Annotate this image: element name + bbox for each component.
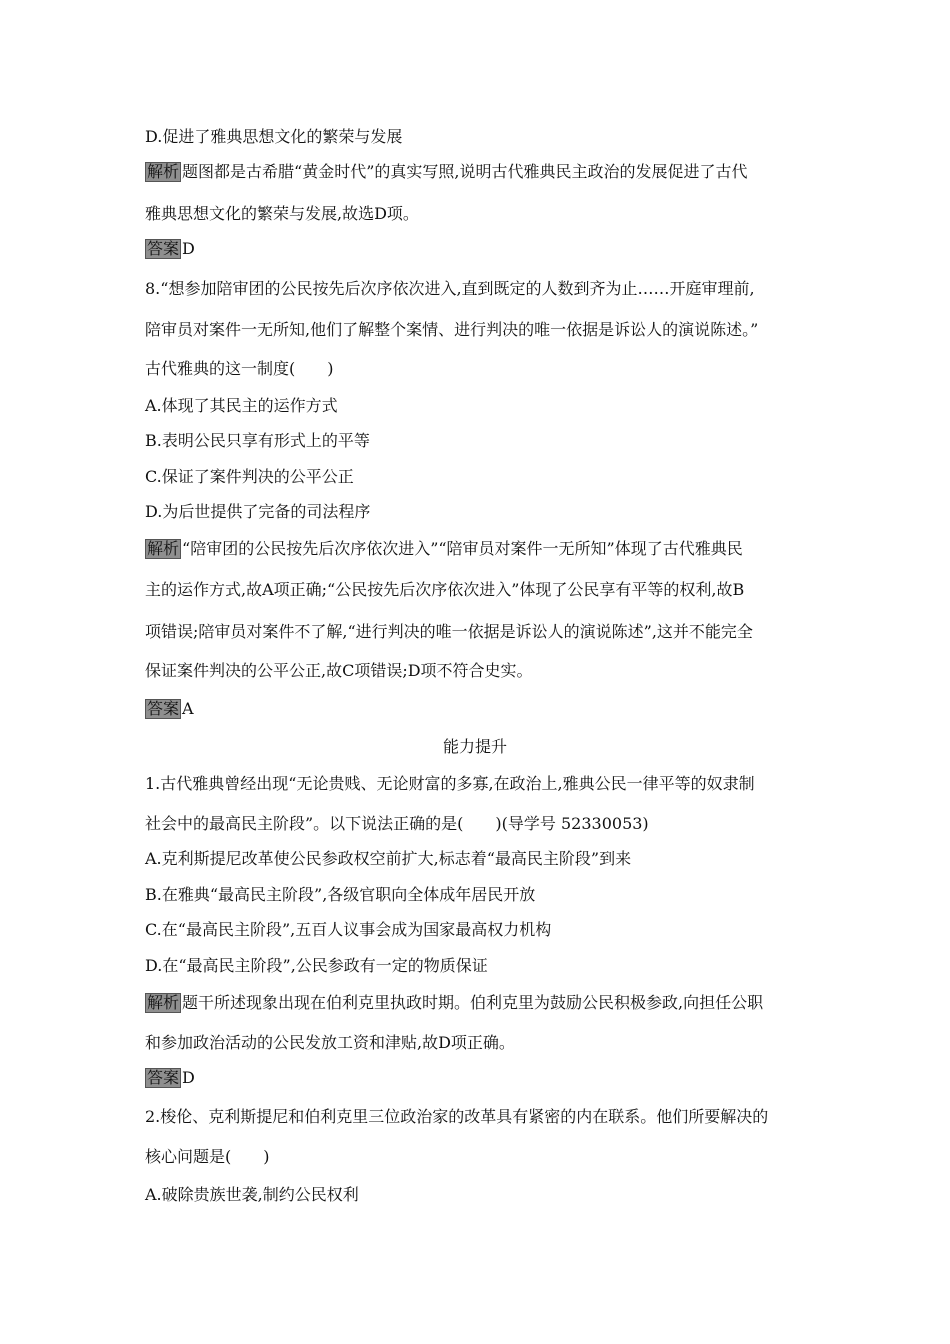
answer-line: 答案 D: [147, 239, 195, 258]
analysis-line: 解析 题干所述现象出现在伯利克里执政时期。伯利克里为鼓励公民积极参政,向担任公职: [147, 993, 764, 1012]
question-line: 8.“想参加陪审团的公民按先后次序依次进入,直到既定的人数到齐为止……开庭审理前,: [145, 279, 755, 298]
option-line: D.促进了雅典思想文化的繁荣与发展: [145, 127, 403, 146]
question-line: 陪审员对案件一无所知,他们了解整个案情、进行判决的唯一依据是诉讼人的演说陈述。”: [145, 320, 759, 339]
option-line: D.为后世提供了完备的司法程序: [145, 502, 371, 521]
option-line: C.保证了案件判决的公平公正: [145, 467, 354, 486]
option-line: B.表明公民只享有形式上的平等: [145, 431, 370, 450]
answer-line: 答案 A: [147, 699, 194, 718]
answer-label: 答案: [147, 239, 180, 258]
option-line: A.破除贵族世袭,制约公民权利: [145, 1185, 359, 1204]
analysis-line: 解析 “陪审团的公民按先后次序依次进入”“陪审员对案件一无所知”体现了古代雅典民: [147, 539, 743, 558]
question-line: 核心问题是( ): [145, 1147, 270, 1166]
answer-line: 答案 D: [147, 1068, 195, 1087]
option-line: A.克利斯提尼改革使公民参政权空前扩大,标志着“最高民主阶段”到来: [145, 849, 632, 868]
question-line: 社会中的最高民主阶段”。以下说法正确的是( )(导学号 52330053): [145, 814, 649, 833]
option-line: D.在“最高民主阶段”,公民参政有一定的物质保证: [145, 956, 488, 975]
analysis-label: 解析: [147, 993, 180, 1012]
question-line: 2.梭伦、克利斯提尼和伯利克里三位政治家的改革具有紧密的内在联系。他们所要解决的: [145, 1107, 769, 1126]
analysis-line: 解析 题图都是古希腊“黄金时代”的真实写照,说明古代雅典民主政治的发展促进了古代: [147, 162, 748, 181]
text-line: 保证案件判决的公平公正,故C项错误;D项不符合史实。: [145, 661, 533, 680]
answer-label: 答案: [147, 1068, 180, 1087]
analysis-label: 解析: [147, 162, 180, 181]
option-line: A.体现了其民主的运作方式: [145, 396, 338, 415]
text-line: 主的运作方式,故A项正确;“公民按先后次序依次进入”体现了公民享有平等的权利,故B: [145, 580, 745, 599]
section-heading: 能力提升: [442, 737, 507, 756]
text-line: 雅典思想文化的繁荣与发展,故选D项。: [145, 204, 419, 223]
question-line: 1.古代雅典曾经出现“无论贵贱、无论财富的多寡,在政治上,雅典公民一律平等的奴隶制: [145, 774, 755, 793]
question-line: 古代雅典的这一制度( ): [145, 359, 334, 378]
option-line: C.在“最高民主阶段”,五百人议事会成为国家最高权力机构: [145, 920, 552, 939]
analysis-label: 解析: [147, 539, 180, 558]
option-line: B.在雅典“最高民主阶段”,各级官职向全体成年居民开放: [145, 885, 536, 904]
text-line: 和参加政治活动的公民发放工资和津贴,故D项正确。: [145, 1033, 515, 1052]
answer-label: 答案: [147, 699, 180, 718]
text-line: 项错误;陪审员对案件不了解,“进行判决的唯一依据是诉讼人的演说陈述”,这并不能完全: [145, 622, 753, 641]
